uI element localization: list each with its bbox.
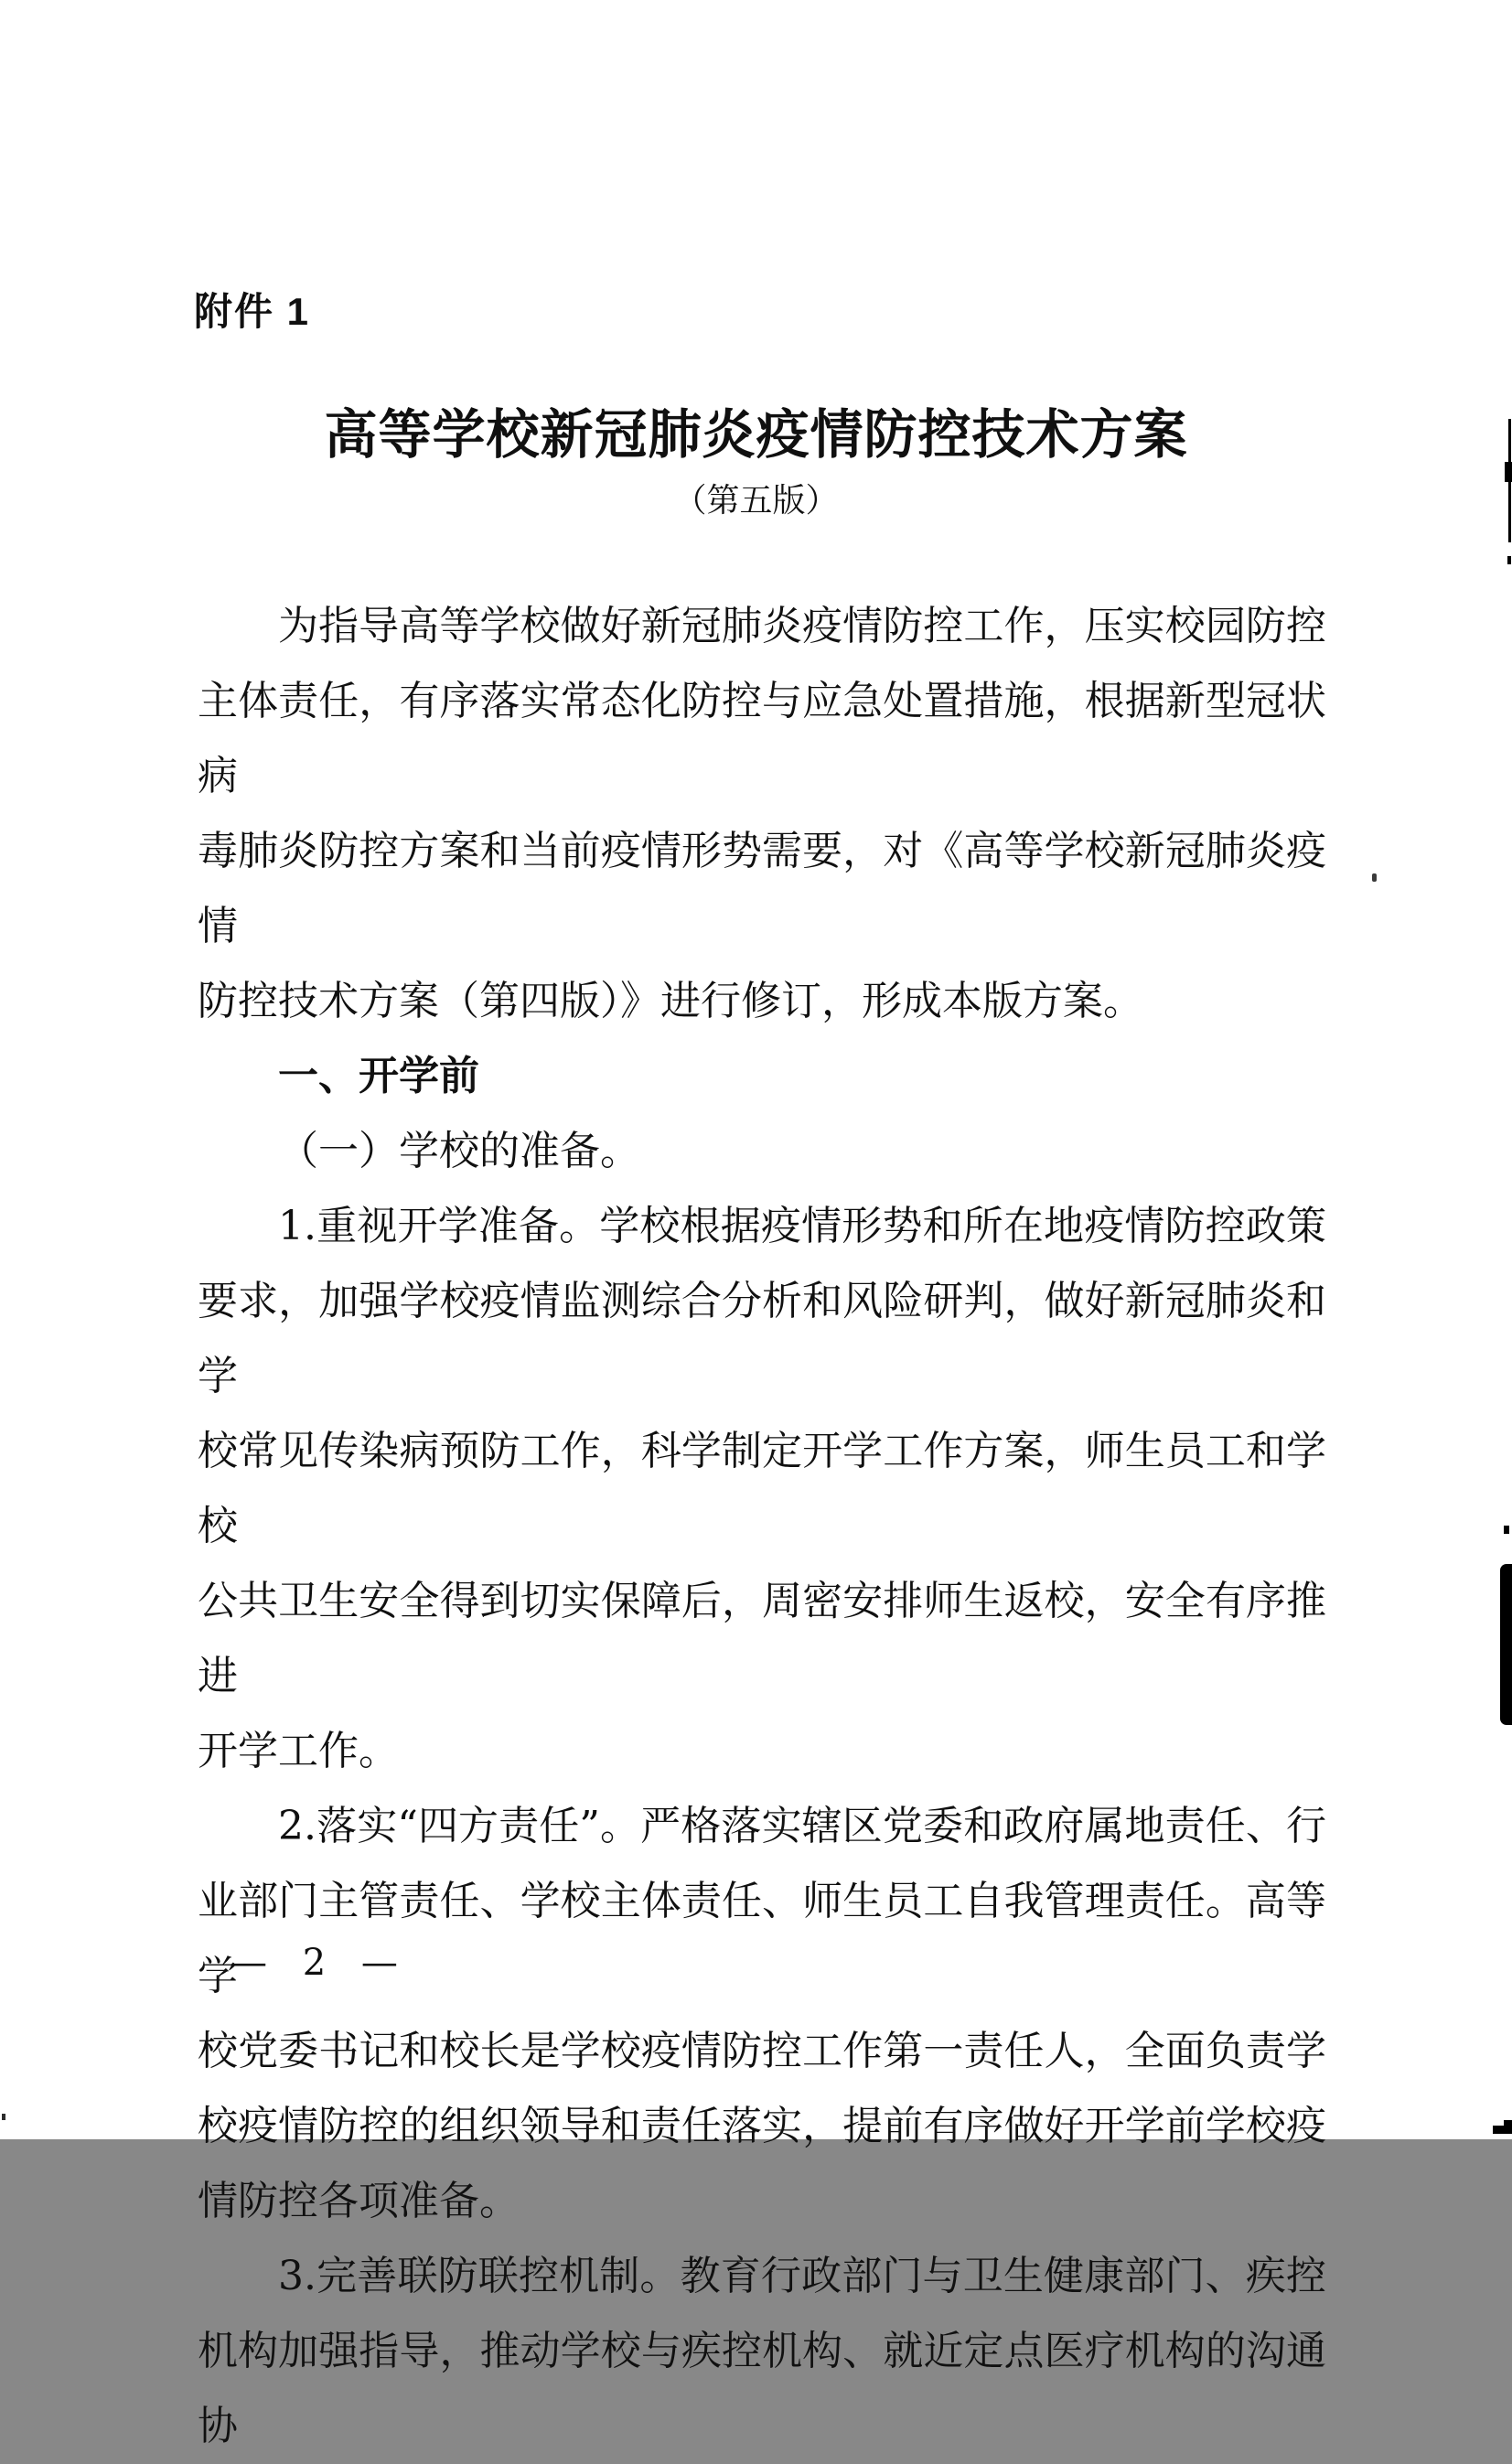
body-line: 开学工作。: [198, 1728, 399, 1774]
document-body: [198, 589, 1326, 2464]
scan-corner-dot: [2, 2114, 5, 2120]
page-number: — 2 —: [231, 1942, 400, 1984]
body-line: 防控技术方案（第四版）》进行修订，形成本版方案。: [198, 978, 1143, 1024]
body-line: 业部门主管责任、学校主体责任、师生员工自我管理责任。高等学: [198, 1878, 1326, 1999]
body-line: 机构加强指导，推动学校与疾控机构、就近定点医疗机构的沟通协: [198, 2328, 1326, 2449]
scan-edge-dash: [1507, 556, 1511, 564]
body-line: 校常见传染病预防工作，科学制定开学工作方案，师生员工和学校: [198, 1428, 1326, 1549]
body-line: 主体责任，有序落实常态化防控与应急处置措施，根据新型冠状病: [198, 678, 1326, 799]
document-edition: （第五版）: [673, 482, 839, 520]
body-line: 校党委书记和校长是学校疫情防控工作第一责任人，全面负责学: [198, 2028, 1326, 2074]
scan-edge-blob: [1500, 1564, 1512, 1725]
body-line: 2.落实“四方责任”。严格落实辖区党委和政府属地责任、行: [278, 1803, 1326, 1849]
body-line: 毒肺炎防控方案和当前疫情形势需要，对《高等学校新冠肺炎疫情: [198, 828, 1326, 949]
scan-corner-mark: [1504, 2120, 1512, 2127]
body-line: 校疫情防控的组织领导和责任落实，提前有序做好开学前学校疫: [198, 2103, 1326, 2149]
attachment-label: 附件 1: [194, 290, 311, 333]
scan-corner-mark: [1493, 2126, 1512, 2134]
document-title: 高等学校新冠肺炎疫情防控技术方案: [324, 405, 1188, 465]
scan-speck: [1372, 873, 1377, 882]
body-line: 1.重视开学准备。学校根据疫情形势和所在地疫情防控政策: [278, 1203, 1326, 1249]
subsection-heading-school-preparation: （一）学校的准备。: [278, 1128, 640, 1174]
scan-edge-line-bulge: [1505, 462, 1512, 482]
section-heading-before-school-opening: 一、开学前: [278, 1054, 479, 1098]
body-line: 情防控各项准备。: [198, 2178, 520, 2224]
body-line: 为指导高等学校做好新冠肺炎疫情防控工作，压实校园防控: [278, 603, 1326, 649]
body-line: 公共卫生安全得到切实保障后，周密安排师生返校，安全有序推进: [198, 1578, 1326, 1699]
body-line: 要求，加强学校疫情监测综合分析和风险研判，做好新冠肺炎和学: [198, 1278, 1326, 1399]
scan-edge-dash: [1504, 1526, 1509, 1534]
body-line: 3.完善联防联控机制。教育行政部门与卫生健康部门、疾控: [278, 2253, 1326, 2299]
